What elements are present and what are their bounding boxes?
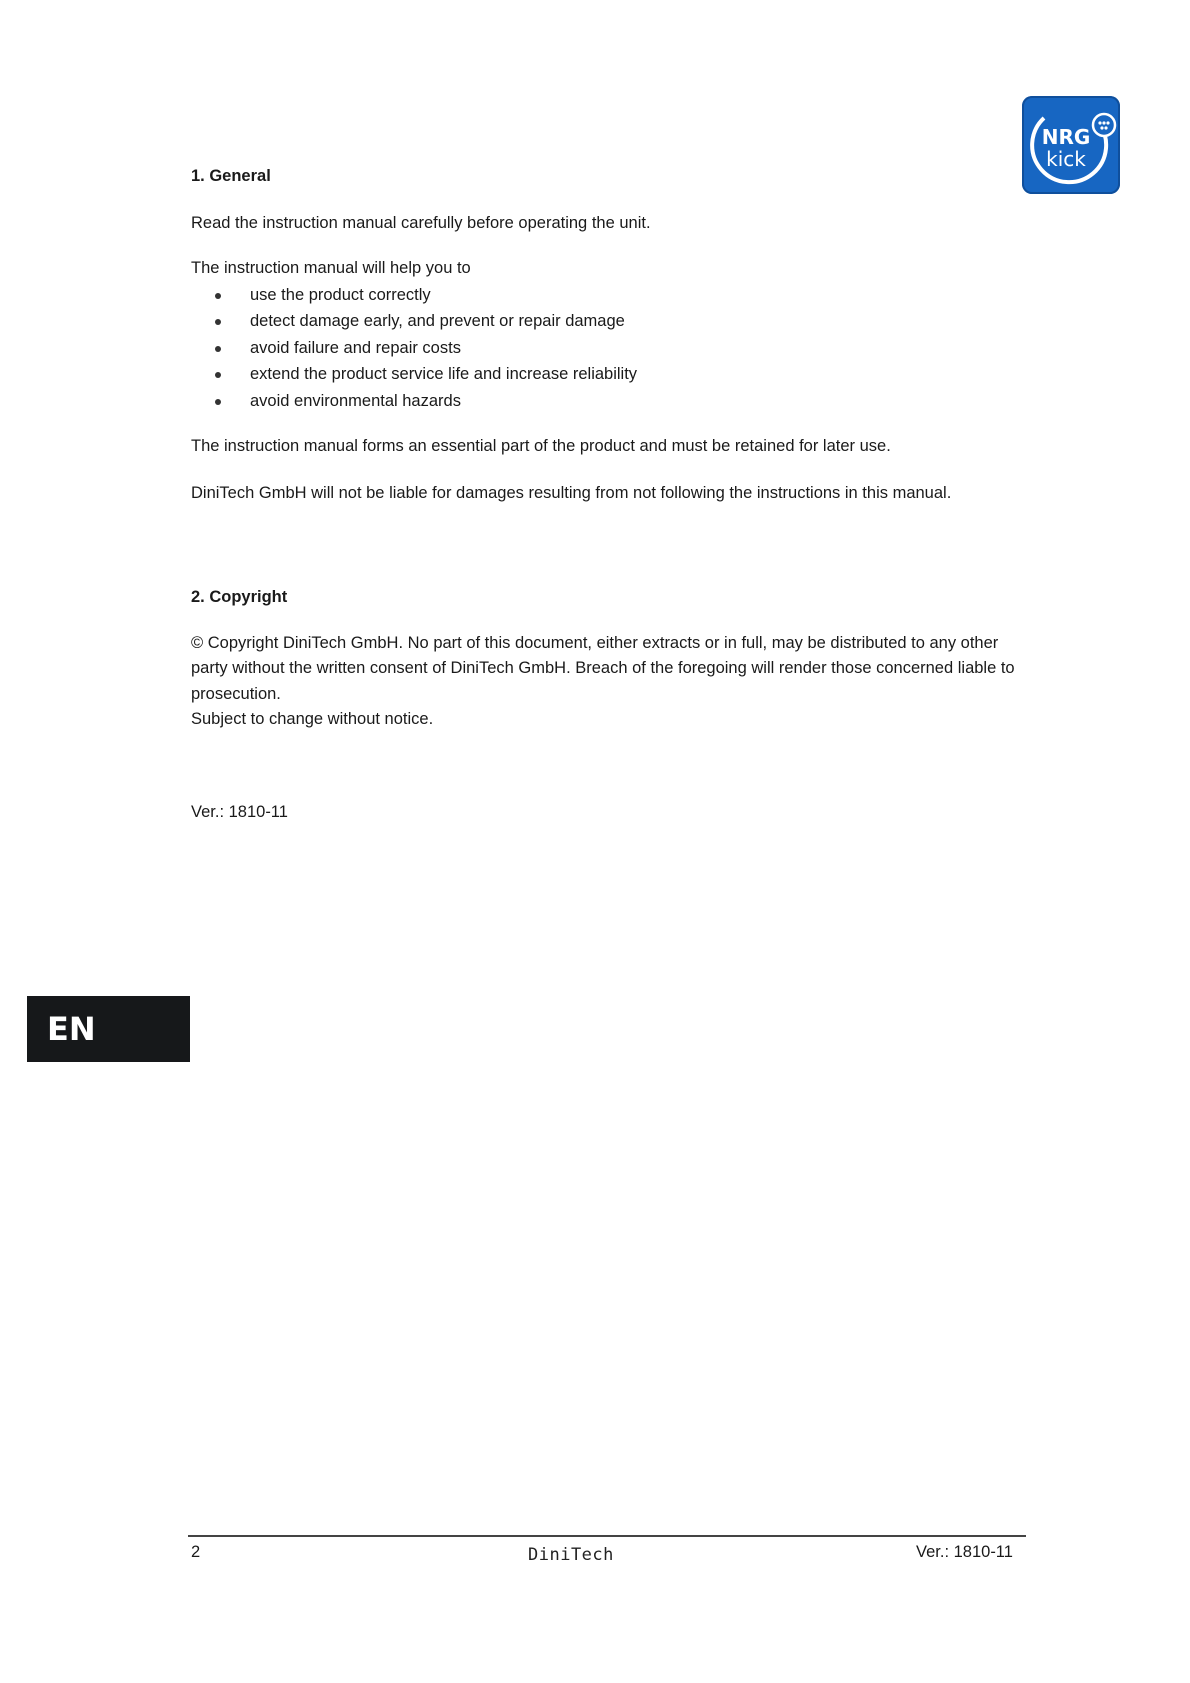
footer-brand-logo: DiniTech <box>528 1545 614 1565</box>
logo-text-kick: kick <box>1046 147 1086 171</box>
list-item <box>191 388 1031 415</box>
list-item <box>191 308 1031 335</box>
logo-text-nrg: NRG <box>1041 125 1091 149</box>
footer-divider <box>188 1535 1026 1537</box>
general-intro: The instruction manual will help you to <box>191 259 471 277</box>
footer-page-number: 2 <box>191 1543 201 1561</box>
copyright-heading: 2. Copyright <box>191 588 288 606</box>
list-item-text: extend the product service life and increase reliability <box>250 365 638 383</box>
list-item-text: use the product correctly <box>250 285 431 304</box>
general-paragraph-liability: DiniTech GmbH will not be liable for damages resulting from not following the instructions in this manual. <box>191 483 952 502</box>
language-tab: EN <box>27 996 190 1062</box>
bullet-icon <box>215 372 221 378</box>
general-paragraph-read: Read the instruction manual carefully before operating the unit. <box>191 213 651 232</box>
footer-version: Ver.: 1810-11 <box>916 1543 1013 1561</box>
bullet-icon <box>215 293 221 299</box>
bullet-icon <box>215 346 221 352</box>
bullet-icon <box>215 399 221 405</box>
copyright-notice: Subject to change without notice. <box>191 710 434 728</box>
list-item <box>191 335 1031 362</box>
nrgkick-logo <box>1022 96 1120 194</box>
document-version: Ver.: 1810-11 <box>191 802 288 821</box>
list-item-text: avoid environmental hazards <box>250 391 461 410</box>
bullet-icon <box>215 319 221 325</box>
general-heading: 1. General <box>191 167 271 185</box>
list-item <box>191 361 1031 388</box>
main-content <box>191 160 1031 825</box>
copyright-paragraph: © Copyright DiniTech GmbH. No part of this document, either extracts or in full, may be distributed to any other party without the written consent of DiniTech GmbH. Breach of the foregoing will render those concerned liable to prosecution. <box>191 633 1015 703</box>
general-bullet-list <box>191 282 1031 415</box>
list-item <box>191 282 1031 309</box>
general-paragraph-essential: The instruction manual forms an essential part of the product and must be retained for later use. <box>191 437 891 455</box>
list-item-text: avoid failure and repair costs <box>250 338 461 357</box>
list-item-text: detect damage early, and prevent or repair damage <box>250 312 625 330</box>
